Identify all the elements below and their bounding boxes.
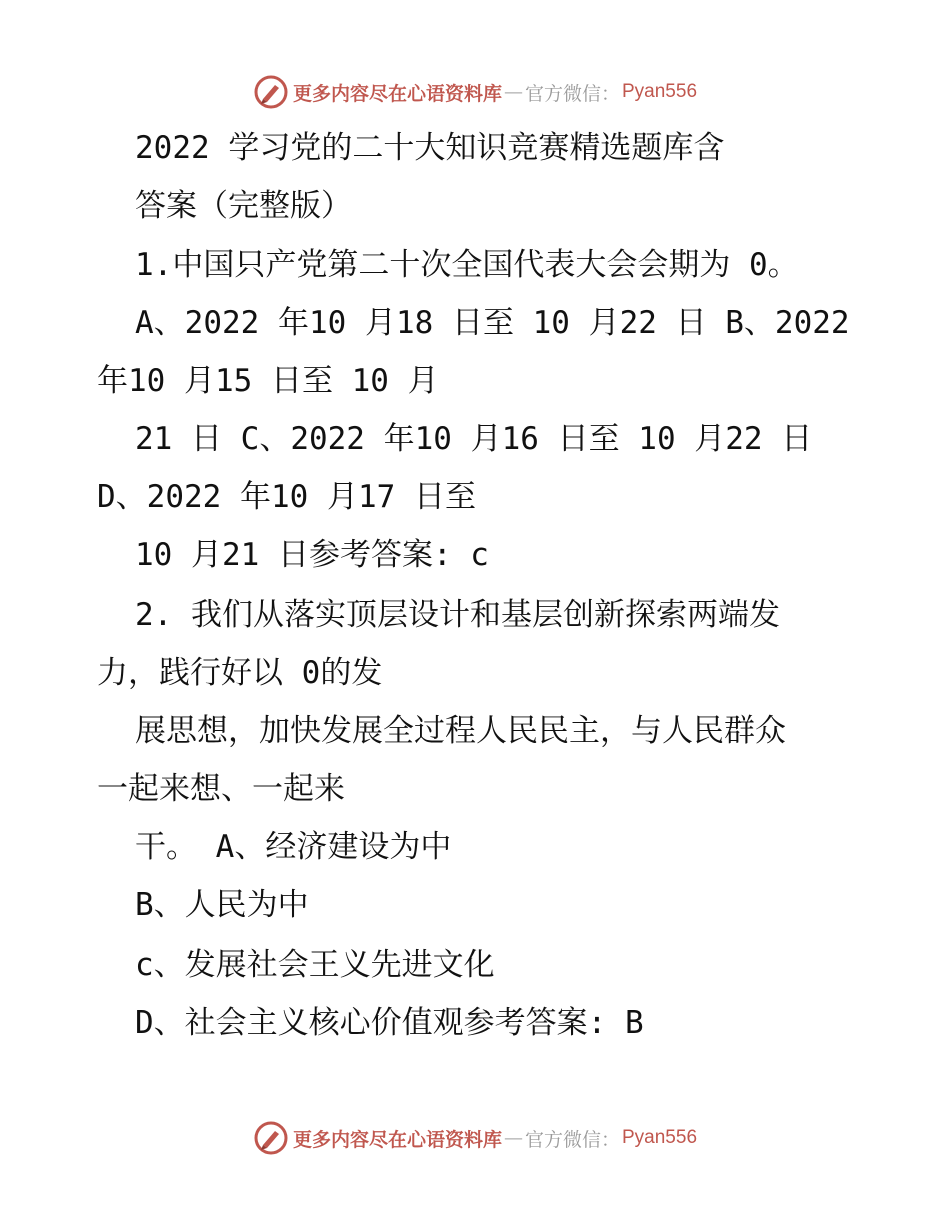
question-2-stem-1: 2. 我们从落实顶层设计和基层创新探索两端发: [135, 597, 780, 633]
question-2-stem-3: 展思想，加快发展全过程人民民主，与人民群众: [135, 713, 786, 749]
footer-separator: —: [503, 1127, 523, 1149]
question-2-stem-2: 力，践行好以 0的发: [97, 655, 383, 691]
header-wechat-label: 官方微信：: [524, 82, 620, 105]
pen-logo-icon: [253, 1120, 289, 1156]
footer-wechat-id: Pyan556: [622, 1127, 698, 1148]
question-2-stem-4: 一起来想、一起来: [97, 771, 345, 807]
question-1-stem: 1.中国只产党第二十次全国代表大会会期为 0。: [135, 247, 799, 283]
question-2-option-d: D、社会主义核心价值观参考答案: B: [135, 1005, 644, 1041]
footer-wechat-label: 官方微信：: [524, 1128, 620, 1151]
header-wechat-id: Pyan556: [622, 81, 698, 102]
document-title-line-1: 2022 学习党的二十大知识竞赛精选题库含: [135, 130, 725, 166]
footer-banner[interactable]: [0, 1118, 950, 1158]
question-1-option-b-cont: 年10 月15 日至 10 月: [97, 363, 439, 399]
footer-brand: 更多内容尽在心语资料库: [292, 1128, 502, 1151]
pen-logo-icon: [253, 74, 289, 110]
question-2-option-a: 干。 A、经济建设为中: [135, 829, 452, 865]
question-1-option-d: D、2022 年10 月17 日至: [97, 479, 476, 515]
header-brand: 更多内容尽在心语资料库: [292, 82, 502, 105]
header-banner[interactable]: [0, 72, 950, 112]
question-2-option-b: B、人民为中: [135, 887, 309, 923]
question-1-option-c: 21 日 C、2022 年10 月16 日至 10 月22 日: [135, 421, 813, 457]
question-2-option-c: c、发展社会王义先进文化: [135, 947, 495, 983]
header-separator: —: [503, 81, 523, 103]
document-title-line-2: 答案（完整版）: [135, 188, 352, 224]
question-1-option-a: A、2022 年10 月18 日至 10 月22 日 B、2022: [135, 305, 850, 341]
question-1-answer: 10 月21 日参考答案: c: [135, 537, 489, 573]
